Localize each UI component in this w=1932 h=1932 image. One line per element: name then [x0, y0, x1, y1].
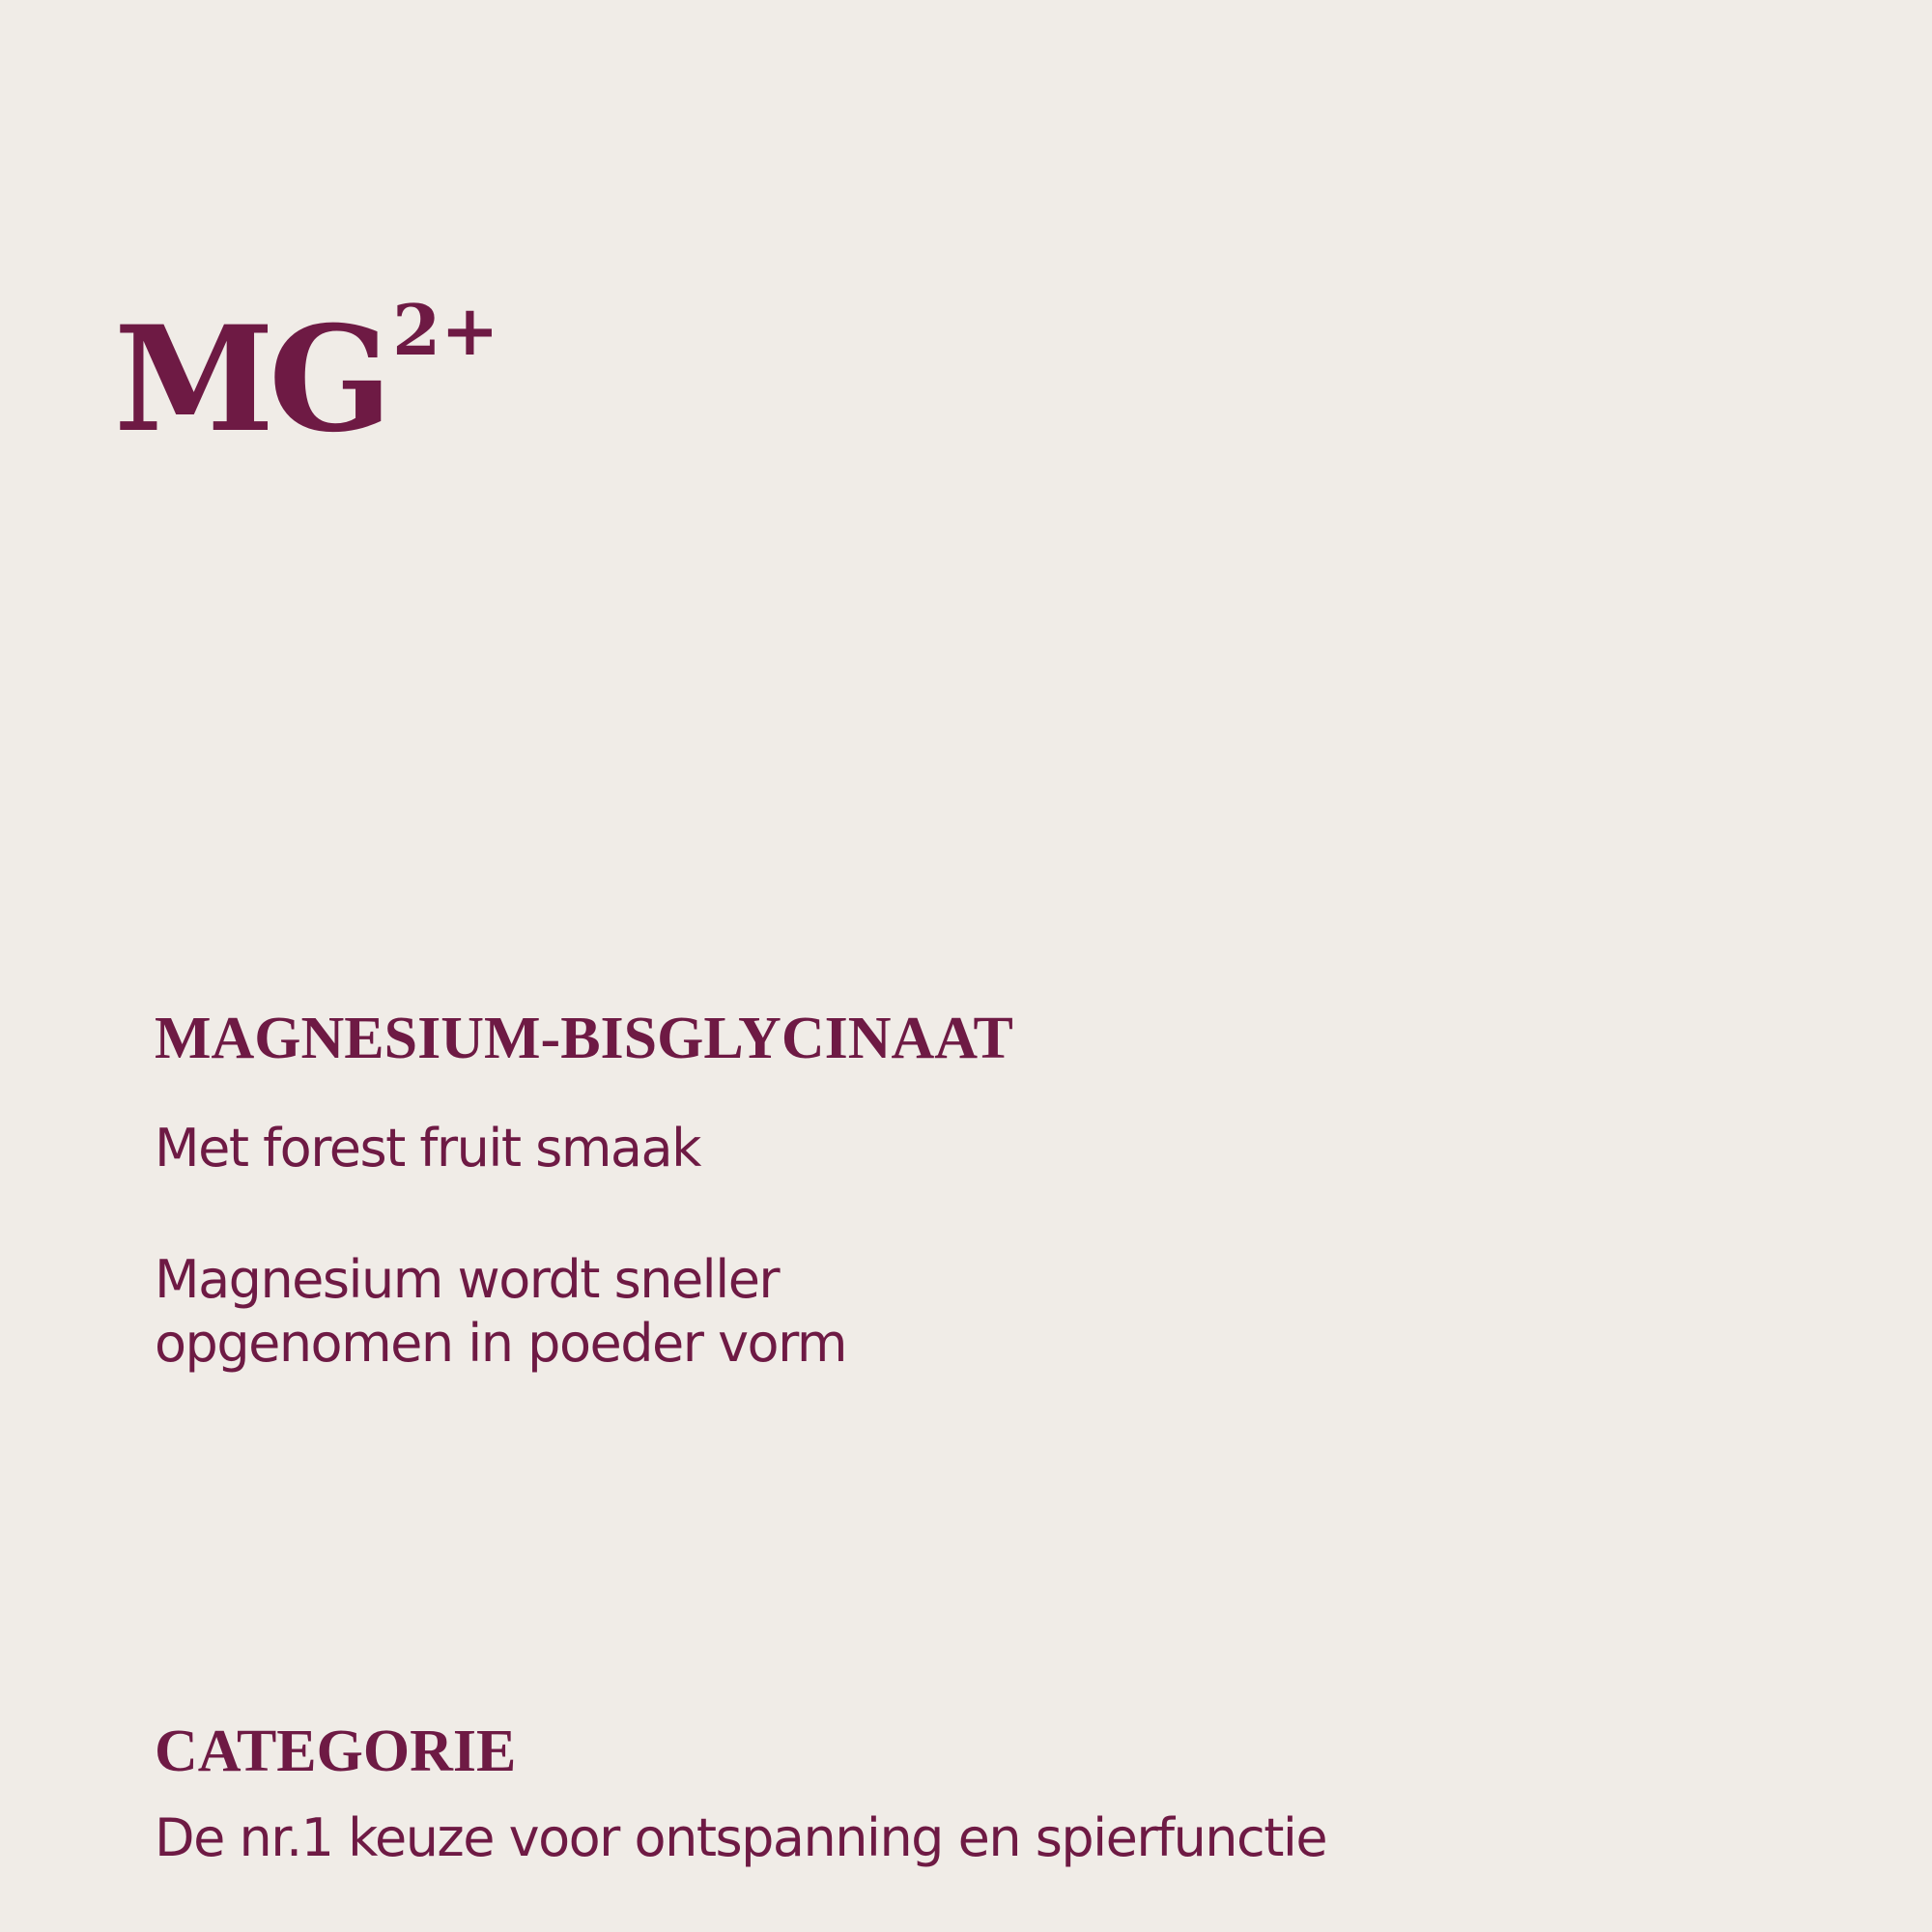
description-line-2: opgenomen in poeder vorm [155, 1313, 846, 1374]
logo-superscript: 2+ [392, 289, 499, 371]
brand-logo [114, 289, 499, 465]
flavour-text: Met forest fruit smaak [155, 1118, 700, 1179]
category-heading: CATEGORIE [155, 1719, 517, 1784]
product-name-heading: MAGNESIUM-BISGLYCINAAT [155, 1006, 1013, 1071]
logo-main-text: MG [114, 295, 387, 465]
product-description [155, 1248, 846, 1376]
category-text: De nr.1 keuze voor ontspanning en spierfunctie [155, 1807, 1327, 1868]
description-line-1: Magnesium wordt sneller [155, 1249, 780, 1310]
